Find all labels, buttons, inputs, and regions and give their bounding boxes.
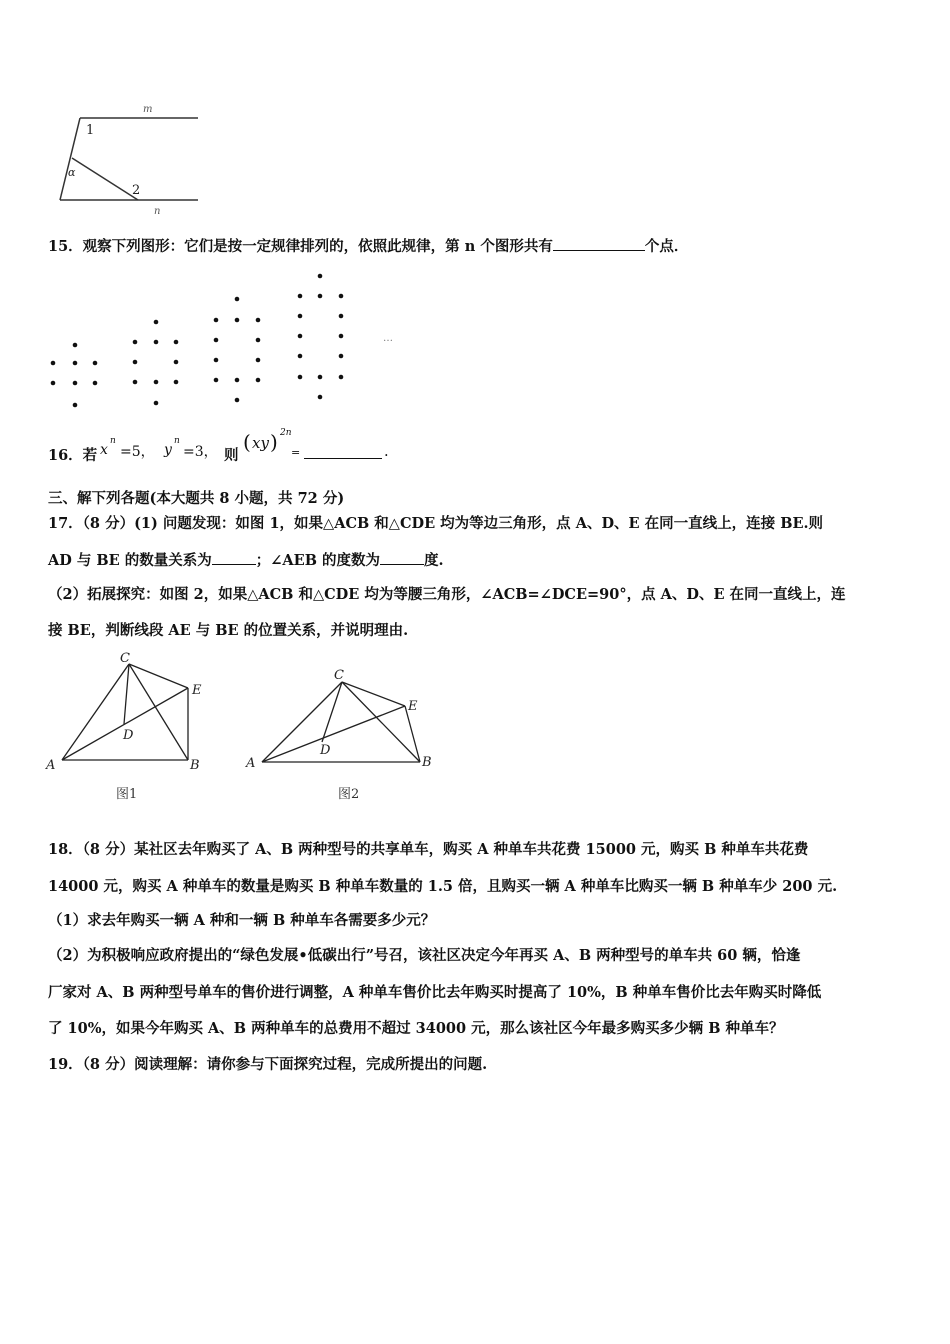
q16-eq: =	[291, 446, 301, 459]
q15-text	[48, 236, 688, 257]
fig1-label-D: D	[123, 728, 134, 743]
fig1-label-B: B	[190, 758, 200, 773]
label-1: 1	[86, 123, 95, 138]
fig2-label-C: C	[334, 668, 344, 683]
q18-line6: 了 10%，如果今年购买 A、B 两种单车的总费用不超过 34000 元，那么该社区今年最多购买多少辆 B 种单车？	[48, 1020, 784, 1037]
fig2-label-D: D	[320, 743, 331, 758]
q16-text	[48, 428, 448, 468]
q18-line5: 厂家对 A、B 两种型号单车的售价进行调整，A 种单车售价比去年购买时提高了 10%，B 种单车售价比去年购买时降低	[48, 984, 822, 1001]
label-m: m	[143, 104, 153, 115]
q16-then: 则	[224, 447, 239, 464]
q16-prefix: 16．若	[48, 447, 98, 464]
label-2: 2	[132, 183, 141, 198]
fig1-label-E: E	[192, 683, 202, 698]
q15-answer-blank	[553, 236, 645, 251]
q17-line2-a: AD 与 BE 的数量关系为	[48, 552, 212, 569]
q18-line4: （2）为积极响应政府提出的“绿色发展•低碳出行”号召，该社区决定今年再买 A、B 两种型号的单车共 60 辆，恰逢	[48, 947, 801, 964]
angle-figure	[48, 100, 208, 220]
q16-end: .	[384, 444, 389, 460]
label-alpha: α	[68, 166, 76, 179]
fig1-label-A: A	[46, 758, 56, 773]
q17-line4: 接 BE，判断线段 AE 与 BE 的位置关系，并说明理由.	[48, 622, 409, 639]
q17-blank-1	[212, 550, 256, 565]
q16-eq5: =5，	[120, 444, 155, 460]
q15-text-before: 15．观察下列图形：它们是按一定规律排列的，依照此规律，第 n 个图形共有	[48, 238, 553, 255]
q16-answer-blank	[304, 444, 382, 459]
q16-n-exp: n	[110, 436, 116, 446]
fig1-caption: 图1	[116, 787, 138, 802]
q15-text-after: 个点．	[644, 238, 689, 255]
q17-line2-c: 度.	[424, 552, 444, 569]
q16-exp-2n: 2n	[280, 428, 292, 438]
dot-pattern-figure	[40, 265, 420, 415]
section-title: 三、解下列各题(本大题共 8 小题，共 72 分)	[48, 490, 345, 507]
q16-eq3: =3，	[183, 444, 218, 460]
q18-line3: （1）求去年购买一辆 A 种和一辆 B 种单车各需要多少元？	[48, 912, 436, 929]
label-n: n	[154, 206, 161, 217]
q16-x: x	[100, 442, 108, 458]
q18-line2: 14000 元，购买 A 种单车的数量是购买 B 种单车数量的 1.5 倍，且购买一辆 A 种单车比购买一辆 B 种单车少 200 元.	[48, 878, 838, 895]
q18-line1: 18．（8 分）某社区去年购买了 A、B 两种型号的共享单车，购买 A 种单车共花费 15000 元，购买 B 种单车共花费	[48, 841, 809, 858]
q16-paren-close: )	[270, 430, 278, 454]
q17-line1: 17．（8 分）(1) 问题发现：如图 1，如果△ACB 和△CDE 均为等边三角形，点 A、D、E 在同一直线上，连接 BE.则	[48, 515, 824, 532]
q16-n-exp-2: n	[174, 436, 180, 446]
fig2-label-A: A	[246, 756, 256, 771]
q17-line2-b: ；∠AEB 的度数为	[255, 552, 381, 569]
geometry-figures	[40, 648, 440, 808]
q17-line2	[48, 550, 444, 571]
dot-ellipsis: …	[383, 333, 393, 344]
fig1-label-C: C	[120, 651, 130, 666]
fig2-label-B: B	[422, 755, 432, 770]
q17-line3: （2）拓展探究：如图 2，如果△ACB 和△CDE 均为等腰三角形，∠ACB=∠DCE=90°，点 A、D、E 在同一直线上，连	[48, 586, 846, 603]
q16-paren-open: (	[243, 430, 251, 454]
q16-xy: xy	[252, 434, 269, 452]
fig2-label-E: E	[408, 699, 418, 714]
q16-y: y	[164, 442, 172, 458]
q19-line1: 19．（8 分）阅读理解：请你参与下面探究过程，完成所提出的问题.	[48, 1056, 488, 1073]
fig2-caption: 图2	[338, 787, 360, 802]
q17-blank-2	[380, 550, 424, 565]
